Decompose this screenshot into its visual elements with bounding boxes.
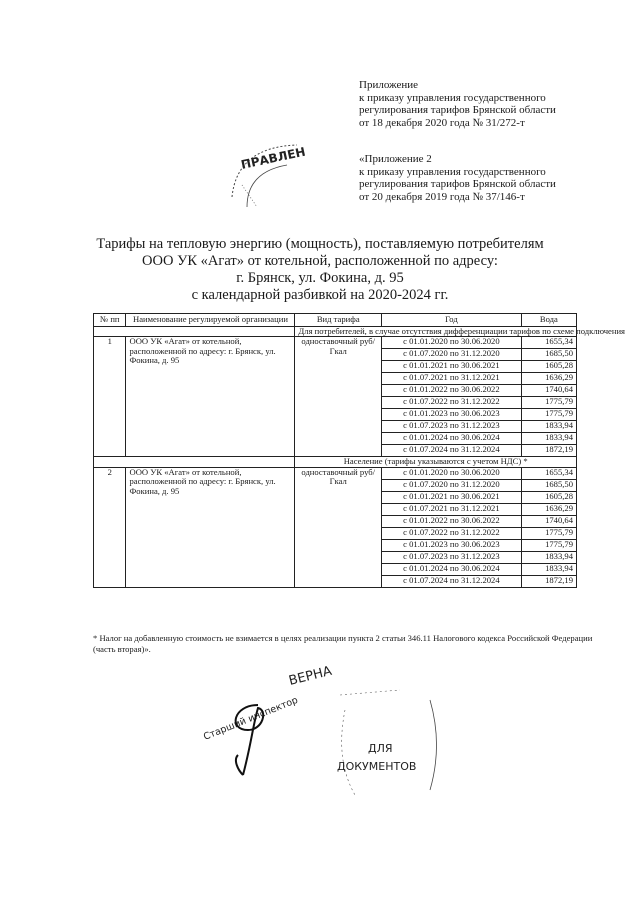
- organization-name: ООО УК «Агат» от котельной, расположенной по адресу: г. Брянск, ул. Фокина, д. 95: [126, 337, 295, 457]
- water-value-cell: 1655,34: [521, 337, 576, 349]
- water-value-cell: 1833,94: [521, 563, 576, 575]
- water-value-cell: 1833,94: [521, 551, 576, 563]
- period-cell: с 01.01.2020 по 30.06.2020: [382, 337, 522, 349]
- title-line: ООО УК «Агат» от котельной, расположенной по адресу:: [142, 253, 498, 269]
- tariff-table: [93, 313, 625, 588]
- water-value-cell: 1655,34: [521, 467, 576, 479]
- title-line: с календарной разбивкой на 2020-2024 гг.: [191, 287, 449, 303]
- period-cell: с 01.01.2024 по 30.06.2024: [382, 563, 522, 575]
- title-line: г. Брянск, ул. Фокина, д. 95: [236, 270, 404, 286]
- appendix-line: Приложение: [359, 79, 419, 91]
- header-name: Наименование регулируемой организации: [126, 314, 295, 327]
- footnote: * Налог на добавленную стоимость не взимается в целях реализации пункта 2 статьи 346.11 Налогового кодекса Российской Федерации (часть вторая)».: [93, 633, 593, 654]
- water-value-cell: 1872,19: [521, 575, 576, 587]
- organization-name: ООО УК «Агат» от котельной, расположенной по адресу: г. Брянск, ул. Фокина, д. 95: [126, 467, 295, 587]
- group-label: Для потребителей, в случае отсутствия дифференциации тарифов по схеме подключения: [295, 326, 577, 337]
- period-cell: с 01.07.2023 по 31.12.2023: [382, 421, 522, 433]
- table-body: [94, 325, 625, 587]
- period-cell: с 01.07.2023 по 31.12.2023: [382, 551, 522, 563]
- period-cell: с 01.01.2021 по 30.06.2021: [382, 491, 522, 503]
- water-value-cell: 1740,64: [521, 385, 576, 397]
- document-title: [0, 236, 640, 304]
- water-value-cell: 1833,94: [521, 433, 576, 445]
- period-cell: с 01.01.2023 по 30.06.2023: [382, 539, 522, 551]
- empty-cell: [94, 457, 295, 468]
- appendix-line: регулирования тарифов Брянской области: [359, 178, 556, 190]
- stamp-text: ДЛЯ: [368, 742, 393, 755]
- tariff-type: одноставочный руб/Гкал: [295, 467, 382, 587]
- period-cell: с 01.01.2020 по 30.06.2020: [382, 467, 522, 479]
- header-num: № пп: [94, 314, 126, 327]
- appendix-2-header: [359, 153, 556, 203]
- water-value-cell: 1605,28: [521, 361, 576, 373]
- stamp-text: ДОКУМЕНТОВ: [337, 760, 417, 773]
- period-cell: с 01.07.2024 по 31.12.2024: [382, 445, 522, 457]
- appendix-line: к приказу управления государственного: [359, 165, 546, 178]
- group-row: [94, 326, 577, 337]
- table-row: [94, 467, 577, 479]
- period-cell: с 01.07.2022 по 31.12.2022: [382, 527, 522, 539]
- row-number: 2: [94, 467, 126, 587]
- period-cell: с 01.01.2024 по 30.06.2024: [382, 433, 522, 445]
- period-cell: с 01.01.2022 по 30.06.2022: [382, 515, 522, 527]
- period-cell: с 01.07.2020 по 31.12.2020: [382, 479, 522, 491]
- period-cell: с 01.01.2021 по 30.06.2021: [382, 361, 522, 373]
- period-cell: с 01.01.2023 по 30.06.2023: [382, 409, 522, 421]
- stamp-text: ВЕРНА: [287, 663, 334, 689]
- appendix-line: от 18 декабря 2020 года № 31/272-т: [359, 116, 525, 129]
- appendix-line: от 20 декабря 2019 года № 37/146-т: [359, 190, 525, 203]
- period-cell: с 01.07.2022 по 31.12.2022: [382, 397, 522, 409]
- header-water: Вода: [521, 314, 576, 327]
- period-cell: с 01.07.2024 по 31.12.2024: [382, 575, 522, 587]
- stamp-text: Старший инспектор: [202, 694, 300, 743]
- row-number: 1: [94, 337, 126, 457]
- header-year: Год: [382, 314, 522, 327]
- period-cell: с 01.07.2021 по 31.12.2021: [382, 503, 522, 515]
- title-line: Тарифы на тепловую энергию (мощность), поставляемую потребителям: [96, 236, 544, 252]
- water-value-cell: 1833,94: [521, 421, 576, 433]
- water-value-cell: 1636,29: [521, 373, 576, 385]
- appendix-line: к приказу управления государственного: [359, 91, 546, 104]
- group-row: [94, 457, 577, 468]
- water-value-cell: 1775,79: [521, 397, 576, 409]
- period-cell: с 01.07.2021 по 31.12.2021: [382, 373, 522, 385]
- group-label: Население (тарифы указываются с учетом НДС) *: [295, 457, 577, 468]
- water-value-cell: 1605,28: [521, 491, 576, 503]
- table-row: [94, 337, 577, 349]
- water-value-cell: 1740,64: [521, 515, 576, 527]
- tariff-type: одноставочный руб/Гкал: [295, 337, 382, 457]
- empty-cell: [94, 326, 295, 337]
- water-value-cell: 1775,79: [521, 409, 576, 421]
- period-cell: с 01.07.2020 по 31.12.2020: [382, 349, 522, 361]
- signature: [223, 700, 283, 780]
- water-value-cell: 1636,29: [521, 503, 576, 515]
- documents-stamp: [335, 690, 445, 800]
- approval-stamp: [227, 137, 317, 217]
- stamp-text: ПРАВЛЕН: [239, 144, 307, 172]
- table-header-row: [94, 314, 577, 327]
- appendix-line: регулирования тарифов Брянской области: [359, 104, 556, 116]
- water-value-cell: 1872,19: [521, 445, 576, 457]
- water-value-cell: 1685,50: [521, 479, 576, 491]
- appendix-line: «Приложение 2: [359, 153, 432, 165]
- period-cell: с 01.01.2022 по 30.06.2022: [382, 385, 522, 397]
- water-value-cell: 1775,79: [521, 527, 576, 539]
- appendix-header: [359, 79, 556, 129]
- water-value-cell: 1775,79: [521, 539, 576, 551]
- header-type: Вид тарифа: [295, 314, 382, 327]
- water-value-cell: 1685,50: [521, 349, 576, 361]
